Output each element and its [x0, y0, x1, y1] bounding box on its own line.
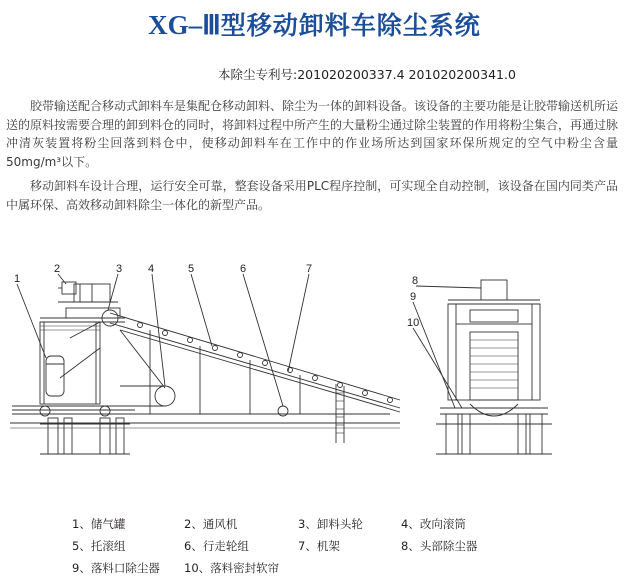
callout-3: 3: [116, 263, 123, 275]
callout-8: 8: [412, 275, 419, 287]
callout-10: 10: [407, 317, 420, 329]
legend-item: 8、头部除尘器: [401, 539, 478, 553]
legend-item: 2、通风机: [184, 517, 238, 531]
legend-item: 9、落料口除尘器: [72, 561, 160, 575]
intro-paragraph: 胶带输送配合移动式卸料车是集配仓移动卸料、除尘为一体的卸料设备。该设备的主要功能是让胶带输送机所运送的原料按需要合理的卸到料仓的同时，将卸料过程中所产生的大量粉尘通过除尘装置的作用将粉尘集合，再通过脉冲清灰装置将粉尘回落到料仓中，使移动卸料车在工作中的作业场所达到国家环保所规定的空气中粉尘含量50mg/m³以下。: [6, 99, 619, 169]
page-title: [0, 6, 629, 42]
legend-item: 5、托滚组: [72, 539, 126, 553]
callout-5: 5: [188, 263, 195, 275]
legend-item: 4、改向滚筒: [401, 517, 466, 531]
callout-2: 2: [54, 263, 61, 275]
callout-9: 9: [410, 291, 417, 303]
equipment-diagram: [0, 258, 629, 508]
legend-item: 7、机架: [298, 539, 340, 553]
callout-4: 4: [148, 263, 155, 275]
title-text: 型移动卸料车除尘系统: [220, 11, 481, 40]
legend-item: 10、落料密封软帘: [184, 561, 280, 575]
title-model: XG–Ⅲ: [148, 10, 221, 40]
callout-6: 6: [240, 263, 247, 275]
patent-number: 本除尘专利号:201020200337.4 201020200341.0: [218, 67, 516, 82]
legend-item: 3、卸料头轮: [298, 517, 363, 531]
callout-7: 7: [306, 263, 313, 275]
legend-item: 6、行走轮组: [184, 539, 249, 553]
design-paragraph: 移动卸料车设计合理，运行安全可靠，整套设备采用PLC程序控制，可实现全自动控制，该设备在国内同类产品中属环保、高效移动卸料除尘一体化的新型产品。: [6, 179, 618, 212]
callout-1: 1: [14, 273, 21, 285]
legend-item: 1、储气罐: [72, 517, 126, 531]
